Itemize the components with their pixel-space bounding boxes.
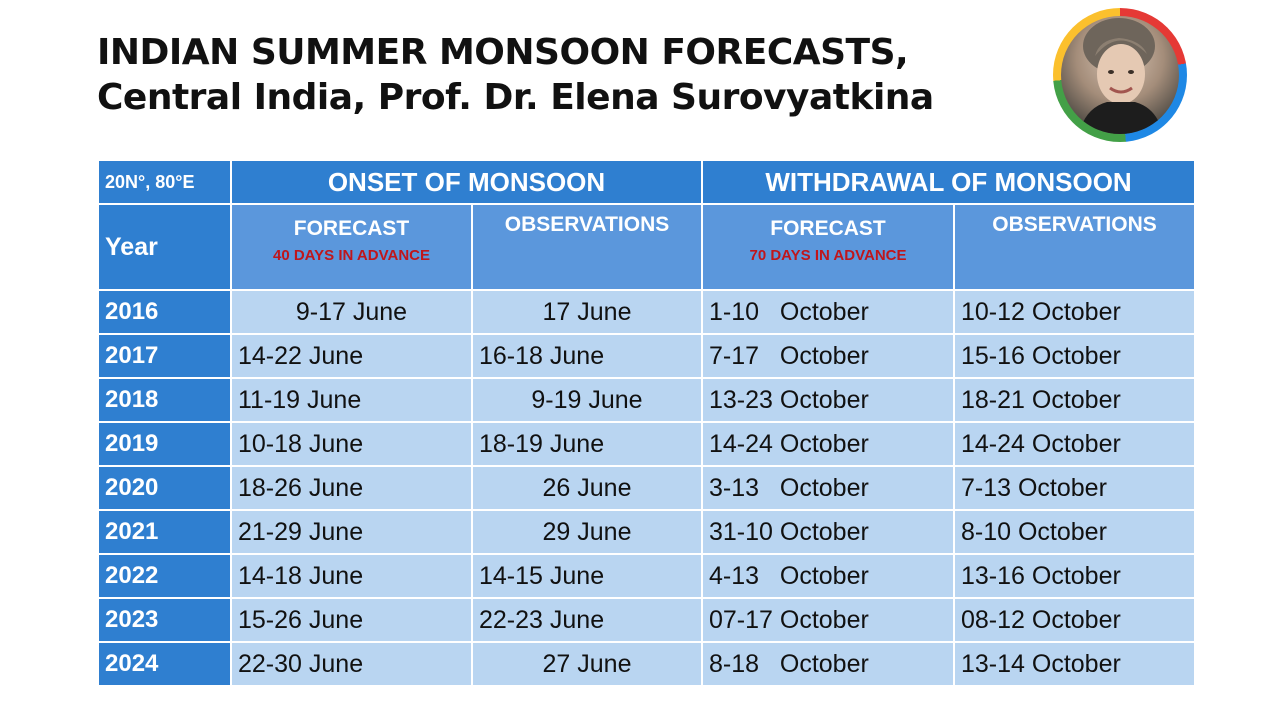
withdrawal-forecast-cell: 31-10 October [702, 510, 954, 554]
onset-forecast-header [231, 204, 472, 290]
year-cell: 2021 [98, 510, 231, 554]
year-cell: 2024 [98, 642, 231, 686]
year-column-header: Year [98, 204, 231, 290]
withdrawal-forecast-header [702, 204, 954, 290]
withdrawal-forecast-cell: 3-13 October [702, 466, 954, 510]
withdrawal-observations-header: OBSERVATIONS [954, 204, 1195, 290]
table-row [98, 642, 1195, 686]
monsoon-forecast-table [97, 159, 1196, 687]
onset-forecast-cell: 9-17 June [231, 290, 472, 334]
avatar [1053, 8, 1187, 142]
withdrawal-observation-cell: 15-16 October [954, 334, 1195, 378]
onset-observation-cell: 16-18 June [472, 334, 702, 378]
withdrawal-observation-cell: 13-14 October [954, 642, 1195, 686]
onset-observation-cell: 18-19 June [472, 422, 702, 466]
table-row [98, 598, 1195, 642]
onset-forecast-cell: 14-18 June [231, 554, 472, 598]
year-cell: 2019 [98, 422, 231, 466]
onset-observation-cell: 9-19 June [472, 378, 702, 422]
onset-observation-cell: 17 June [472, 290, 702, 334]
onset-forecast-cell: 18-26 June [231, 466, 472, 510]
withdrawal-header: WITHDRAWAL OF MONSOON [702, 160, 1195, 204]
onset-forecast-cell: 15-26 June [231, 598, 472, 642]
withdrawal-forecast-cell: 8-18 October [702, 642, 954, 686]
withdrawal-observation-cell: 13-16 October [954, 554, 1195, 598]
table-row [98, 422, 1195, 466]
coordinates-cell: 20N°, 80°E [98, 160, 231, 204]
withdrawal-forecast-cell: 4-13 October [702, 554, 954, 598]
onset-forecast-cell: 21-29 June [231, 510, 472, 554]
title-line-1: INDIAN SUMMER MONSOON FORECASTS, [97, 32, 909, 73]
withdrawal-forecast-cell: 1-10 October [702, 290, 954, 334]
onset-forecast-label: FORECAST [293, 217, 410, 240]
onset-observation-cell: 29 June [472, 510, 702, 554]
withdrawal-forecast-cell: 07-17 October [702, 598, 954, 642]
table-row [98, 378, 1195, 422]
year-cell: 2018 [98, 378, 231, 422]
withdrawal-forecast-cell: 14-24 October [702, 422, 954, 466]
year-cell: 2016 [98, 290, 231, 334]
portrait-photo-icon [1061, 16, 1179, 134]
withdrawal-observation-cell: 8-10 October [954, 510, 1195, 554]
table-row [98, 290, 1195, 334]
withdrawal-forecast-cell: 13-23 October [702, 378, 954, 422]
onset-forecast-cell: 10-18 June [231, 422, 472, 466]
withdrawal-observation-cell: 14-24 October [954, 422, 1195, 466]
withdrawal-advance-label: 70 DAYS IN ADVANCE [749, 247, 907, 264]
onset-forecast-cell: 22-30 June [231, 642, 472, 686]
withdrawal-forecast-cell: 7-17 October [702, 334, 954, 378]
withdrawal-observation-cell: 7-13 October [954, 466, 1195, 510]
onset-forecast-cell: 11-19 June [231, 378, 472, 422]
year-cell: 2020 [98, 466, 231, 510]
withdrawal-observation-cell: 08-12 October [954, 598, 1195, 642]
table-row [98, 466, 1195, 510]
onset-observation-cell: 14-15 June [472, 554, 702, 598]
table-row [98, 510, 1195, 554]
year-cell: 2023 [98, 598, 231, 642]
withdrawal-observation-cell: 18-21 October [954, 378, 1195, 422]
table-row [98, 554, 1195, 598]
onset-advance-label: 40 DAYS IN ADVANCE [273, 247, 430, 264]
table-row [98, 334, 1195, 378]
withdrawal-forecast-label: FORECAST [770, 217, 886, 240]
onset-observation-cell: 26 June [472, 466, 702, 510]
title-line-2: Central India, Prof. Dr. Elena Surovyatkina [97, 77, 934, 118]
onset-observation-cell: 27 June [472, 642, 702, 686]
onset-observation-cell: 22-23 June [472, 598, 702, 642]
page-title [97, 30, 934, 120]
onset-observations-header: OBSERVATIONS [472, 204, 702, 290]
year-cell: 2017 [98, 334, 231, 378]
withdrawal-observation-cell: 10-12 October [954, 290, 1195, 334]
onset-forecast-cell: 14-22 June [231, 334, 472, 378]
year-cell: 2022 [98, 554, 231, 598]
onset-header: ONSET OF MONSOON [231, 160, 702, 204]
